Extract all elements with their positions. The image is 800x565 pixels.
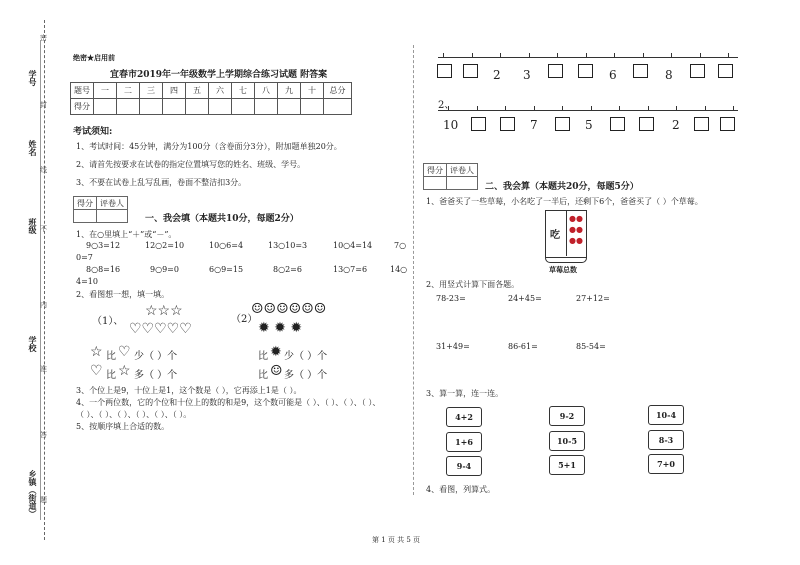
answer-box[interactable] <box>500 117 515 131</box>
table-cell: 四 <box>163 83 186 99</box>
match-box[interactable]: 8-3 <box>648 430 684 450</box>
score-cell[interactable] <box>278 99 301 115</box>
cut-mark: 题 <box>40 496 47 504</box>
star-icon: ☆☆☆ <box>145 303 183 319</box>
calc-item: 31+49= <box>436 342 470 351</box>
tick-mark <box>733 106 734 110</box>
match-box[interactable]: 7+0 <box>648 454 684 474</box>
tick-mark <box>586 53 587 57</box>
tick-mark <box>443 53 444 57</box>
q3-text: 3、个位上是9，十位上是1，这个数是（ ），它再添上1是（ ）。 <box>76 386 302 395</box>
match-box[interactable]: 9-4 <box>446 456 482 476</box>
q4-text-cont: （ ）、（ ）、（ ）、（ ）、（ ）、（ ）。 <box>76 410 192 419</box>
number-label: 5 <box>585 118 593 132</box>
table-cell: 六 <box>209 83 232 99</box>
tick-mark <box>448 106 449 110</box>
number-label: 2 <box>493 68 501 82</box>
table-cell: 总分 <box>324 83 352 99</box>
calc-item: 24+45= <box>508 294 542 303</box>
cut-mark: 密 <box>40 34 47 42</box>
compare-text: 比 <box>258 351 268 362</box>
answer-box[interactable] <box>471 117 486 131</box>
number-line-1 <box>438 57 738 58</box>
table-cell: 三 <box>140 83 163 99</box>
match-box[interactable]: 4+2 <box>446 407 482 427</box>
score-cell[interactable] <box>232 99 255 115</box>
smiley-icon: ☺ <box>270 363 283 379</box>
page-footer: 第 1 页 共 5 页 <box>372 536 421 544</box>
grader-reviewer-cell[interactable] <box>97 210 128 223</box>
q1-item: 9○3=12 <box>86 241 121 250</box>
tick-mark <box>477 106 478 110</box>
score-table <box>70 82 352 115</box>
notice-item: 2、请首先按要求在试卷的指定位置填写您的姓名、班级、学号。 <box>76 160 306 169</box>
q1-item: 13○7=6 <box>333 265 368 274</box>
score-cell[interactable] <box>117 99 140 115</box>
q2-label: 2、 <box>438 100 455 111</box>
tick-mark <box>728 53 729 57</box>
heart-icon: ♡ <box>90 363 103 379</box>
number-label: 3 <box>523 68 531 82</box>
answer-box[interactable] <box>720 117 735 131</box>
binding-label-name: 姓名 <box>28 140 38 156</box>
number-label: 8 <box>665 68 673 82</box>
tick-mark <box>614 53 615 57</box>
binding-fill-line <box>40 40 41 520</box>
answer-box[interactable] <box>610 117 625 131</box>
answer-box[interactable] <box>639 117 654 131</box>
smiley-icon: ☺☺☺☺☺☺ <box>251 301 327 317</box>
score-cell[interactable] <box>94 99 117 115</box>
number-line-2 <box>438 110 738 111</box>
grader-box <box>423 163 478 190</box>
cut-mark: 答 <box>40 431 47 439</box>
answer-box[interactable] <box>548 64 563 78</box>
grader-reviewer-label: 评卷人 <box>97 197 128 210</box>
score-cell[interactable] <box>209 99 232 115</box>
match-box[interactable]: 5+1 <box>549 455 585 475</box>
binding-label-town: 乡镇（街道） <box>28 470 38 518</box>
tick-mark <box>705 106 706 110</box>
compare-text: 多（ ）个 <box>284 370 328 381</box>
table-cell: 得分 <box>71 99 94 115</box>
figure2-label: （2） <box>231 314 258 325</box>
q4-text: 4、一个两位数，它的个位和十位上的数的和是9，这个数可能是（ ）、（ ）、（ ）、（ ）、 <box>76 398 381 407</box>
match-box[interactable]: 1+6 <box>446 432 482 452</box>
section1-title: 一、我会填（本题共10分，每题2分） <box>145 214 299 224</box>
table-cell: 五 <box>186 83 209 99</box>
grader-score-label: 得分 <box>424 164 447 177</box>
match-box[interactable]: 10-4 <box>648 405 684 425</box>
score-table-header-row <box>71 83 352 99</box>
calc-item: 27+12= <box>576 294 610 303</box>
binding-label-student-id: 学号 <box>28 70 38 86</box>
answer-box[interactable] <box>555 117 570 131</box>
grader-reviewer-cell[interactable] <box>447 177 478 190</box>
grader-score-cell[interactable] <box>74 210 97 223</box>
tick-mark <box>619 106 620 110</box>
calc-item: 86-61= <box>508 342 538 351</box>
strawberry-box-divider <box>566 210 567 256</box>
s2-q2-text: 2、用竖式计算下面各题。 <box>426 280 520 289</box>
number-label: 7 <box>530 118 538 132</box>
answer-box[interactable] <box>463 64 478 78</box>
answer-box[interactable] <box>718 64 733 78</box>
binding-line <box>44 20 45 540</box>
answer-box[interactable] <box>690 64 705 78</box>
notice-item: 1、考试时间：45分钟，满分为100分（含卷面分3分），附加题单独20分。 <box>76 142 342 151</box>
table-cell: 一 <box>94 83 117 99</box>
score-cell[interactable] <box>301 99 324 115</box>
number-label: 6 <box>609 68 617 82</box>
q1-item: 9○9=0 <box>150 265 179 274</box>
q1-item: 8○8=16 <box>86 265 121 274</box>
q1-item: 8○2=6 <box>273 265 302 274</box>
heart-icon: ♡ <box>118 344 131 360</box>
cut-mark: 内 <box>40 301 47 309</box>
cut-mark: 不 <box>40 225 47 233</box>
q1-item: 12○2=10 <box>145 241 185 250</box>
answer-box[interactable] <box>633 64 648 78</box>
q1-item: 4=10 <box>76 277 98 286</box>
table-cell: 七 <box>232 83 255 99</box>
q1-text: 1、在○里填上“＋”或“－”。 <box>76 230 177 239</box>
sun-icon: ✹ ✹ ✹ <box>258 320 303 336</box>
grader-score-label: 得分 <box>74 197 97 210</box>
score-cell[interactable] <box>186 99 209 115</box>
calc-item: 85-54= <box>576 342 606 351</box>
compare-text: 比 <box>106 370 116 381</box>
tick-mark <box>529 53 530 57</box>
page-title: 宜春市2019年一年级数学上学期综合练习试题 附答案 <box>110 70 328 80</box>
calc-item: 78-23= <box>436 294 466 303</box>
match-box[interactable]: 10-5 <box>549 431 585 451</box>
sun-icon: ✹ <box>270 344 282 360</box>
tick-mark <box>643 53 644 57</box>
table-cell: 十 <box>301 83 324 99</box>
tick-mark <box>700 53 701 57</box>
number-label: 10 <box>443 118 459 132</box>
table-cell: 题号 <box>71 83 94 99</box>
s2-q4-text: 4、看图，列算式。 <box>426 485 496 494</box>
cut-mark: 准 <box>40 365 47 373</box>
tick-mark <box>676 106 677 110</box>
grader-reviewer-label: 评卷人 <box>447 164 478 177</box>
score-cell[interactable] <box>140 99 163 115</box>
strawberry-icon: ●● ●● ●● <box>569 214 583 245</box>
grader-score-cell[interactable] <box>424 177 447 190</box>
q5-text: 5、按顺序填上合适的数。 <box>76 422 170 431</box>
q1-item: 14○ <box>390 265 408 274</box>
brace <box>545 258 587 263</box>
total-label: 草莓总数 <box>549 265 577 274</box>
answer-box[interactable] <box>437 64 452 78</box>
compare-text: 少（ ）个 <box>284 351 328 362</box>
q1-item: 10○4=14 <box>333 241 373 250</box>
tick-mark <box>472 53 473 57</box>
table-cell: 二 <box>117 83 140 99</box>
q1-item: 10○6=4 <box>209 241 244 250</box>
section2-title: 二、我会算（本题共20分，每题5分） <box>485 182 639 192</box>
cut-mark: 线 <box>40 166 47 174</box>
grader-box <box>73 196 128 223</box>
tick-mark <box>500 53 501 57</box>
binding-label-school: 学校 <box>28 336 38 352</box>
notice-heading: 考试须知: <box>73 127 113 137</box>
tick-mark <box>648 106 649 110</box>
answer-box[interactable] <box>578 64 593 78</box>
q1-item: 0=7 <box>76 253 93 262</box>
number-label: 2 <box>672 118 680 132</box>
score-cell[interactable] <box>255 99 278 115</box>
s2-q1-text: 1、爸爸买了一些草莓，小名吃了一半后，还剩下6个，爸爸买了（ ）个草莓。 <box>426 197 703 206</box>
answer-box[interactable] <box>694 117 709 131</box>
q2-text: 2、看图想一想，填一填。 <box>76 290 170 299</box>
q1-item: 13○10=3 <box>268 241 308 250</box>
secret-label: 绝密★启用前 <box>73 53 115 62</box>
compare-text: 比 <box>106 351 116 362</box>
heart-icon: ♡♡♡♡♡ <box>129 321 192 337</box>
compare-text: 少（ ）个 <box>134 351 178 362</box>
tick-mark <box>671 53 672 57</box>
score-cell[interactable] <box>163 99 186 115</box>
table-cell: 九 <box>278 83 301 99</box>
eat-label: 吃 <box>550 230 560 241</box>
tick-mark <box>557 53 558 57</box>
star-icon: ☆ <box>90 344 103 360</box>
table-cell: 八 <box>255 83 278 99</box>
compare-text: 多（ ）个 <box>134 370 178 381</box>
figure1-label: （1）、 <box>92 316 124 327</box>
tick-mark <box>534 106 535 110</box>
score-cell[interactable] <box>324 99 352 115</box>
binding-label-class: 班级 <box>28 218 38 234</box>
tick-mark <box>591 106 592 110</box>
s2-q3-text: 3、算一算，连一连。 <box>426 389 504 398</box>
match-box[interactable]: 9-2 <box>549 406 585 426</box>
column-divider <box>413 45 414 495</box>
score-table-score-row <box>71 99 352 115</box>
star-icon: ☆ <box>118 363 131 379</box>
tick-mark <box>505 106 506 110</box>
q1-item: 7○ <box>394 241 407 250</box>
compare-text: 比 <box>258 370 268 381</box>
cut-mark: 封 <box>40 101 47 109</box>
tick-mark <box>562 106 563 110</box>
q1-item: 6○9=15 <box>209 265 244 274</box>
notice-item: 3、不要在试卷上乱写乱画，卷面不整洁扣3分。 <box>76 178 247 187</box>
